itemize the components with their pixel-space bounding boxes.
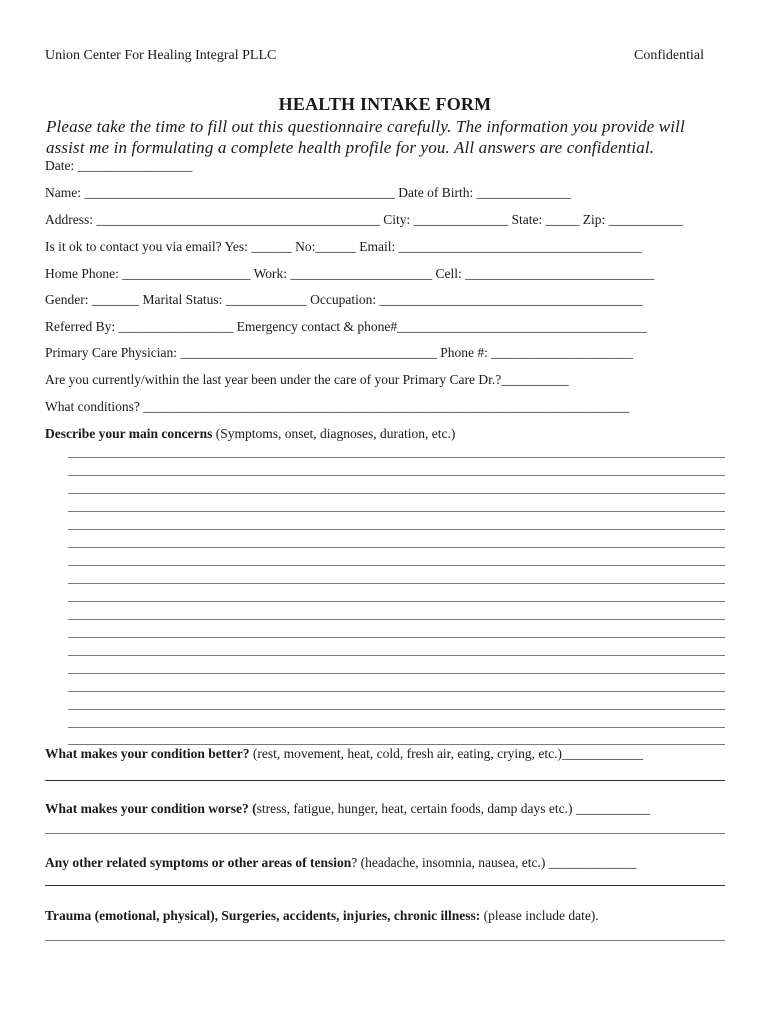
other-label: Any other related symptoms or other areas of tension [45, 855, 352, 870]
concerns-question [45, 426, 455, 442]
conditions-field[interactable]: What conditions? ________________________________________________________________________ [45, 399, 630, 414]
page-title: HEALTH INTAKE FORM [278, 94, 492, 114]
worse-label: What makes your condition worse? ( [45, 801, 257, 816]
concerns-label: Describe your main concerns [45, 426, 213, 441]
confidential-label: Confidential [634, 48, 704, 63]
trauma-label: Trauma (emotional, physical), Surgeries, accidents, injuries, chronic illness: [45, 908, 481, 923]
intro-line-1: Please take the time to fill out this questionnaire carefully. The information you provide will [46, 117, 685, 136]
concerns-line[interactable] [68, 529, 725, 530]
concerns-line[interactable] [68, 493, 725, 494]
date-field[interactable]: Date: _________________ [45, 158, 193, 173]
name-dob-field[interactable]: Name: ______________________________________________ Date of Birth: ______________ [45, 185, 572, 200]
email-field[interactable]: Is it ok to contact you via email? Yes: ______ No:______ Email: ____________________________________ [45, 239, 642, 254]
concerns-line[interactable] [68, 691, 725, 692]
trauma-line[interactable] [45, 940, 725, 941]
referred-field[interactable]: Referred By: _________________ Emergency contact & phone#_____________________________________ [45, 319, 647, 334]
concerns-line[interactable] [68, 457, 725, 458]
concerns-line[interactable] [68, 655, 725, 656]
phones-field[interactable]: Home Phone: ___________________ Work: _____________________ Cell: ____________________________ [45, 266, 655, 281]
other-question [45, 855, 637, 871]
concerns-line[interactable] [68, 547, 725, 548]
concerns-line[interactable] [68, 565, 725, 566]
physician-field[interactable]: Primary Care Physician: ______________________________________ Phone #: _____________________ [45, 345, 633, 360]
concerns-line[interactable] [68, 601, 725, 602]
other-line[interactable] [45, 885, 725, 886]
concerns-line[interactable] [68, 475, 725, 476]
other-note: ? (headache, insomnia, nausea, etc.) _____________ [351, 855, 637, 870]
concerns-note: (Symptoms, onset, diagnoses, duration, etc.) [212, 426, 456, 441]
better-question [45, 746, 643, 762]
trauma-question [45, 908, 599, 924]
intro-line-2: assist me in formulating a complete health profile for you. All answers are confidential. [46, 138, 655, 157]
gender-field[interactable]: Gender: _______ Marital Status: ____________ Occupation: _______________________________________ [45, 292, 643, 307]
trauma-note: (please include date). [480, 908, 599, 923]
concerns-line[interactable] [68, 619, 725, 620]
better-note: (rest, movement, heat, cold, fresh air, eating, crying, etc.)____________ [249, 746, 643, 761]
concerns-line[interactable] [68, 727, 725, 728]
address-field[interactable]: Address: __________________________________________ City: ______________ State: _____ Zip: ___________ [45, 212, 683, 227]
concerns-line[interactable] [68, 709, 725, 710]
organization-name: Union Center For Healing Integral PLLC [45, 48, 277, 63]
concerns-line[interactable] [68, 673, 725, 674]
better-label: What makes your condition better? [45, 746, 250, 761]
worse-note: stress, fatigue, hunger, heat, certain foods, damp days etc.) ___________ [256, 801, 651, 816]
concerns-line[interactable] [68, 583, 725, 584]
concerns-line[interactable] [68, 637, 725, 638]
better-line[interactable] [45, 780, 725, 781]
primary-care-field[interactable]: Are you currently/within the last year been under the care of your Primary Care Dr.?__________ [45, 372, 569, 387]
concerns-line[interactable] [68, 511, 725, 512]
worse-question [45, 801, 650, 817]
concerns-line[interactable] [68, 744, 725, 745]
worse-line[interactable] [45, 833, 725, 834]
